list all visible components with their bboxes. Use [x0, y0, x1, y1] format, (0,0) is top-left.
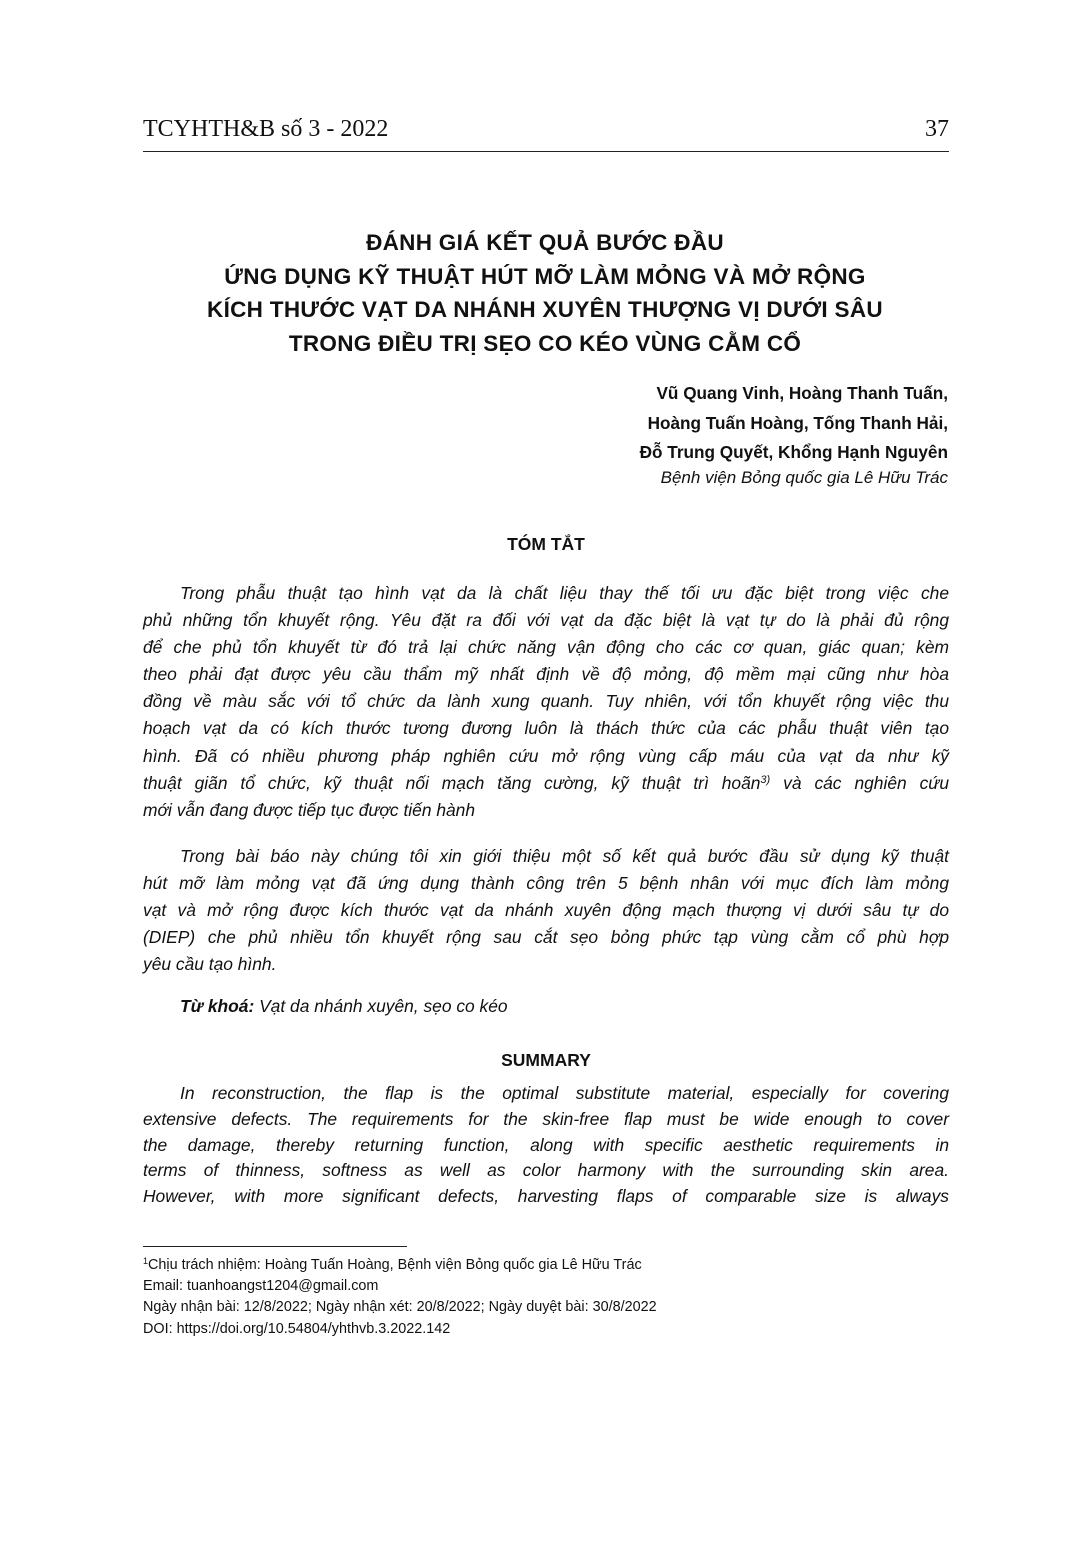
- author-line: Đỗ Trung Quyết, Khổng Hạnh Nguyên: [639, 442, 948, 462]
- text-line: hoạch vạt da có kích thước tương đương luôn là thách thức của các phẫu thuật viên tạo: [143, 718, 949, 739]
- text-line: Trong phẫu thuật tạo hình vạt da là chất liệu thay thế tối ưu đặc biệt trong việc che: [180, 583, 949, 603]
- summary-paragraph: [143, 1081, 949, 1210]
- title-line: ĐÁNH GIÁ KẾT QUẢ BƯỚC ĐẦU: [366, 230, 724, 255]
- keywords: [180, 994, 508, 1018]
- abstract-paragraph: [143, 843, 949, 978]
- footnote-doi: DOI: https://doi.org/10.54804/yhthvb.3.2022.142: [143, 1320, 451, 1337]
- journal-issue: TCYHTH&B số 3 - 2022: [143, 116, 389, 142]
- text-line: để che phủ tổn khuyết từ đó trả lại chức năng vận động cho các cơ quan, giác quan; kèm: [143, 637, 949, 658]
- text-line: phủ những tổn khuyết rộng. Yêu đặt ra đối với vạt da đặc biệt là vạt tự do là phải đủ rộng: [143, 610, 949, 631]
- footnote-marker: 1: [143, 1256, 149, 1266]
- abstract-paragraph: [143, 580, 949, 824]
- summary-heading: SUMMARY: [501, 1050, 591, 1070]
- footnote-rule: [143, 1246, 407, 1247]
- text-line: theo phải đạt được yêu cầu thẩm mỹ nhất định về độ mỏng, độ mềm mại cũng như hòa: [143, 664, 949, 685]
- footnote-dates: Ngày nhận bài: 12/8/2022; Ngày nhận xét: 20/8/2022; Ngày duyệt bài: 30/8/2022: [143, 1299, 657, 1316]
- keywords-text: Vạt da nhánh xuyên, sẹo co kéo: [254, 996, 508, 1016]
- footnote-email: Email: tuanhoangst1204@gmail.com: [143, 1278, 379, 1295]
- text-line-with-reference: [143, 770, 949, 797]
- keywords-label: Từ khoá:: [180, 996, 255, 1016]
- text-line: mới vẫn đang được tiếp tục được tiến hành: [143, 799, 476, 820]
- author-list: [640, 379, 948, 468]
- running-head: [143, 114, 949, 150]
- text-line: vạt và mở rộng được kích thước vạt da nhánh xuyên động mạch thượng vị dưới sâu tự do: [143, 900, 949, 921]
- title-line: KÍCH THƯỚC VẠT DA NHÁNH XUYÊN THƯỢNG VỊ DƯỚI SÂU: [207, 297, 883, 322]
- footnote-text: Chịu trách nhiệm: Hoàng Tuấn Hoàng, Bệnh viện Bỏng quốc gia Lê Hữu Trác: [148, 1257, 642, 1273]
- text-line: Trong bài báo này chúng tôi xin giới thiệu một số kết quả bước đầu sử dụng kỹ thuật: [180, 846, 949, 866]
- text-line: In reconstruction, the flap is the optimal substitute material, especially for covering: [180, 1083, 949, 1103]
- text-line: (DIEP) che phủ nhiều tổn khuyết rộng sau cắt sẹo bỏng phức tạp vùng cằm cổ phù hợp: [143, 927, 949, 948]
- text-line: However, with more significant defects, harvesting flaps of comparable size is always: [143, 1186, 949, 1207]
- text-line: hình. Đã có nhiều phương pháp nghiên cứu mở rộng vùng cấp máu của vạt da như kỹ: [143, 745, 949, 766]
- author-line: Vũ Quang Vinh, Hoàng Thanh Tuấn,: [656, 383, 948, 403]
- page-number: 37: [925, 116, 949, 142]
- article-title: [120, 226, 970, 360]
- affiliation: Bệnh viện Bỏng quốc gia Lê Hữu Trác: [660, 468, 948, 487]
- footnotes: [143, 1255, 949, 1340]
- text-line: yêu cầu tạo hình.: [143, 954, 277, 975]
- reference-marker: 3): [760, 773, 771, 786]
- text-segment: thuật giãn tổ chức, kỹ thuật nối mạch tăng cường, kỹ thuật trì hoãn: [143, 772, 761, 793]
- text-line: terms of thinness, softness as well as color harmony with the surrounding skin area.: [143, 1160, 949, 1181]
- text-segment: và các nghiên cứu: [770, 772, 949, 793]
- text-line: extensive defects. The requirements for the skin-free flap must be wide enough to cover: [143, 1108, 949, 1129]
- text-line: the damage, thereby returning function, along with specific aesthetic requirements in: [143, 1134, 949, 1155]
- author-line: Hoàng Tuấn Hoàng, Tống Thanh Hải,: [647, 412, 948, 433]
- header-rule: [143, 151, 949, 152]
- text-line: đồng về màu sắc với tổ chức da lành xung quanh. Tuy nhiên, với tổn khuyết rộng việc thu: [143, 691, 949, 712]
- text-line: hút mỡ làm mỏng vạt đã ứng dụng thành công trên 5 bệnh nhân với mục đích làm mỏng: [143, 873, 949, 894]
- title-line: TRONG ĐIỀU TRỊ SẸO CO KÉO VÙNG CẰM CỔ: [288, 330, 802, 356]
- title-line: ỨNG DỤNG KỸ THUẬT HÚT MỠ LÀM MỎNG VÀ MỞ RỘNG: [224, 263, 866, 289]
- abstract-heading: TÓM TẮT: [507, 534, 585, 554]
- footnote-responsible: [143, 1255, 949, 1276]
